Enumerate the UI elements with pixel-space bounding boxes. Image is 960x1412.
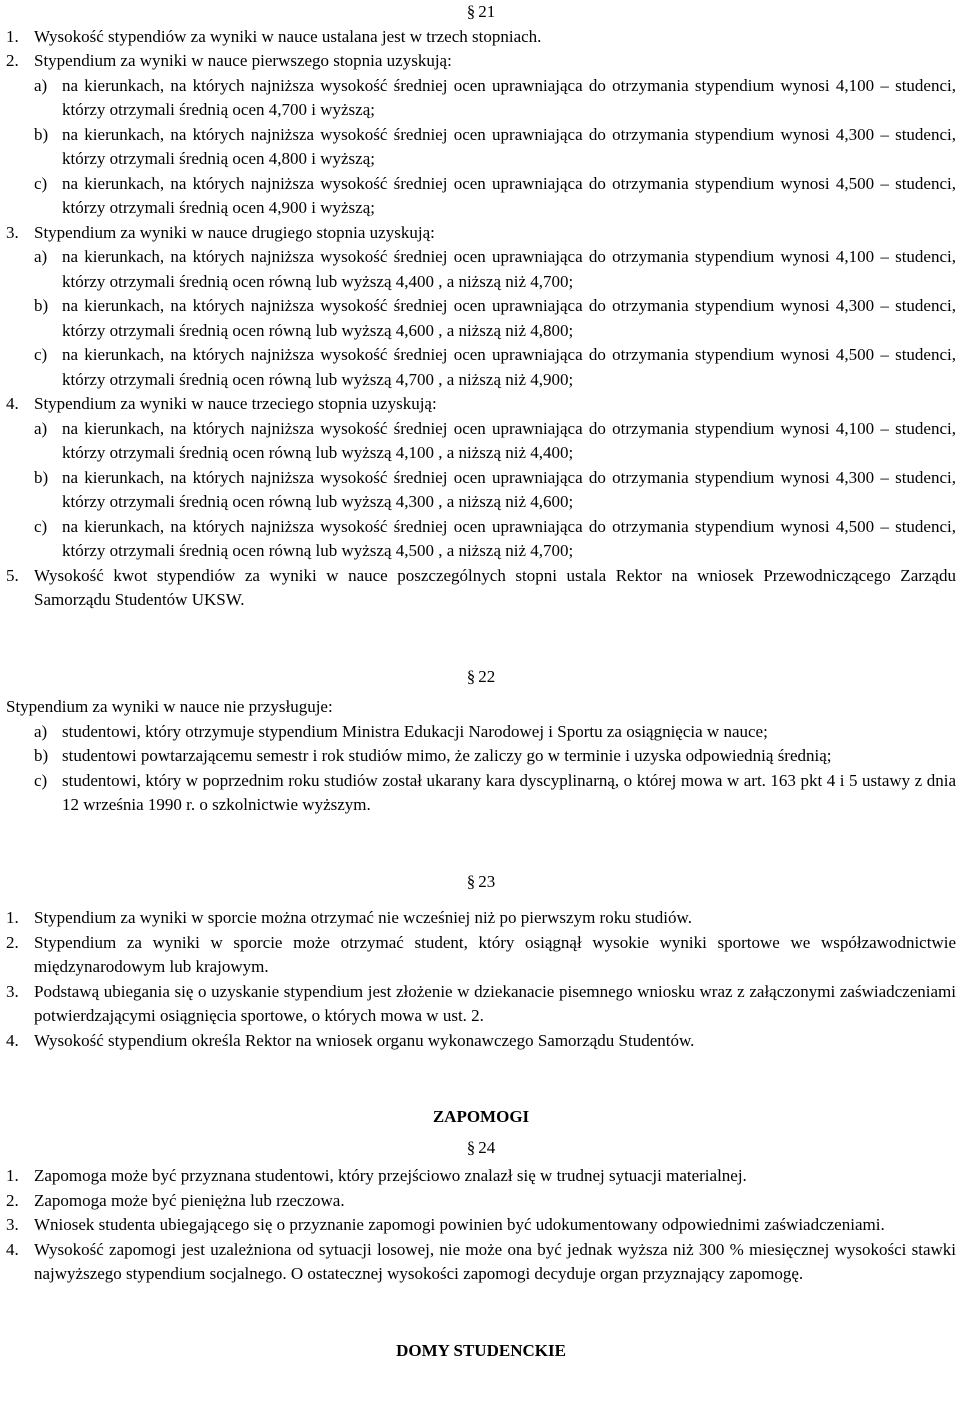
item-number: 4. — [6, 1030, 19, 1050]
section-21-heading — [6, 0, 956, 25]
section-24-item-1 — [6, 1164, 956, 1189]
section-21-item-2 — [6, 49, 956, 74]
section-22-sub-c — [6, 769, 956, 818]
section-sign: § — [466, 1137, 476, 1157]
sub-letter: c) — [34, 770, 48, 790]
sub-letter: b) — [34, 296, 49, 315]
sub-text: na kierunkach, na których najniższa wysokość średniej ocen uprawniająca do otrzymania stypendium wynosi 4,300 – studenci, którzy otrzymali średnią ocen 4,800 i wyższą; — [62, 124, 956, 168]
sub-text: na kierunkach, na których najniższa wysokość średniej ocen uprawniająca do otrzymania stypendium wynosi 4,100 – studenci, którzy otrzymali średnią ocen równą lub wyższą 4,400 , a niższą niż 4,700; — [62, 247, 956, 291]
section-number: 24 — [478, 1137, 496, 1157]
section-number: 21 — [478, 2, 496, 21]
item-text: Stypendium za wyniki w nauce trzeciego stopnia uzyskują: — [34, 394, 437, 413]
item-text: Podstawą ubiegania się o uzyskanie stypendium jest złożenie w dziekanacie pisemnego wniosku wraz z załączonymi zaświadczeniami potwierdzającymi osiągnięcia sportowe, o których mowa w ust. 2. — [34, 981, 956, 1025]
sub-letter: a) — [34, 418, 48, 438]
section-21-item-3-sub-a — [6, 245, 956, 294]
section-21-item-3 — [6, 221, 956, 246]
item-text: Wysokość zapomogi jest uzależniona od sytuacji losowej, nie może ona być jednak wyższa niż 300 % miesięcznej wysokości stawki najwyższego stypendium socjalnego. O ostatecznej wysokości zapomogi decyduje organ przyznający zapomogę. — [34, 1239, 956, 1283]
item-text: Zapomoga może być przyznana studentowi, który przejściowo znalazł się w trudnej sytuacji materialnej. — [34, 1166, 747, 1185]
section-24-list — [6, 1164, 956, 1287]
domy-studenckie-heading: DOMY STUDENCKIE — [396, 1340, 566, 1360]
item-number: 1. — [6, 26, 19, 46]
sub-letter: b) — [34, 746, 49, 765]
item-number: 2. — [6, 51, 19, 70]
item-text: Wysokość stypendiów za wyniki w nauce ustalana jest w trzech stopniach. — [34, 26, 542, 46]
sub-letter: c) — [34, 345, 48, 364]
item-number: 4. — [6, 1239, 19, 1259]
sub-letter: b) — [34, 124, 49, 144]
sub-letter: a) — [34, 75, 48, 95]
section-24-item-4 — [6, 1238, 956, 1287]
section-21-item-4 — [6, 392, 956, 417]
section-23-heading — [6, 870, 956, 895]
item-text: Stypendium za wyniki w nauce pierwszego stopnia uzyskują: — [34, 51, 452, 70]
item-text: Zapomoga może być pieniężna lub rzeczowa. — [34, 1190, 345, 1210]
sub-text: studentowi, który otrzymuje stypendium Ministra Edukacji Narodowej i Sportu za osiągnięcia w nauce; — [62, 721, 768, 741]
section-21-item-3-sub-b — [6, 294, 956, 343]
sub-text: na kierunkach, na których najniższa wysokość średniej ocen uprawniająca do otrzymania stypendium wynosi 4,300 – studenci, którzy otrzymali średnią ocen równą lub wyższą 4,600 , a niższą niż 4,800; — [62, 296, 956, 340]
sub-text: na kierunkach, na których najniższa wysokość średniej ocen uprawniająca do otrzymania stypendium wynosi 4,300 – studenci, którzy otrzymali średnią ocen równą lub wyższą 4,300 , a niższą niż 4,600; — [62, 467, 956, 511]
section-23-item-3 — [6, 980, 956, 1029]
item-text: Stypendium za wyniki w nauce drugiego stopnia uzyskują: — [34, 222, 435, 242]
item-number: 5. — [6, 565, 19, 585]
section-sign: § — [466, 666, 476, 686]
section-21-item-2-sub-a — [6, 74, 956, 123]
sub-letter: b) — [34, 467, 49, 487]
section-sign: § — [466, 871, 476, 891]
section-22-heading — [6, 665, 956, 690]
section-24-item-2 — [6, 1189, 956, 1214]
section-21-item-2-sub-c — [6, 172, 956, 221]
item-number: 1. — [6, 908, 19, 927]
item-text: Stypendium za wyniki w sporcie może otrzymać student, który osiągnął wysokie wyniki sportowe we współzawodnictwie międzynarodowym lub krajowym. — [34, 932, 956, 976]
sub-text: studentowi, który w poprzednim roku studiów został ukarany kara dyscyplinarną, o której mowa w art. 163 pkt 4 i 5 ustawy z dnia 12 września 1990 r. o szkolnictwie wyższym. — [62, 770, 956, 814]
sub-text: na kierunkach, na których najniższa wysokość średniej ocen uprawniająca do otrzymania stypendium wynosi 4,100 – studenci, którzy otrzymali średnią ocen 4,700 i wyższą; — [62, 75, 956, 119]
sub-text: na kierunkach, na których najniższa wysokość średniej ocen uprawniająca do otrzymania stypendium wynosi 4,500 – studenci, którzy otrzymali średnią ocen 4,900 i wyższą; — [62, 173, 956, 217]
section-23-item-2 — [6, 931, 956, 980]
section-21-item-4-sub-a — [6, 417, 956, 466]
item-number: 4. — [6, 394, 19, 413]
sub-text: na kierunkach, na których najniższa wysokość średniej ocen uprawniająca do otrzymania stypendium wynosi 4,500 – studenci, którzy otrzymali średnią ocen równą lub wyższą 4,700 , a niższą niż 4,900; — [62, 345, 956, 389]
item-number: 2. — [6, 1190, 19, 1210]
section-21-item-3-sub-c — [6, 343, 956, 392]
item-text: Wysokość stypendium określa Rektor na wniosek organu wykonawczego Samorządu Studentów. — [34, 1030, 695, 1050]
sub-text: na kierunkach, na których najniższa wysokość średniej ocen uprawniająca do otrzymania stypendium wynosi 4,100 – studenci, którzy otrzymali średnią ocen równą lub wyższą 4,100 , a niższą niż 4,400; — [62, 418, 956, 462]
section-number: 22 — [478, 666, 496, 686]
sub-letter: c) — [34, 173, 48, 193]
section-sign: § — [466, 2, 476, 21]
document-page — [6, 0, 956, 1363]
section-23-list — [6, 906, 956, 1053]
sub-letter: a) — [34, 721, 48, 741]
section-21-item-4-sub-c — [6, 515, 956, 564]
item-number: 1. — [6, 1166, 19, 1185]
item-text: Stypendium za wyniki w sporcie można otrzymać nie wcześniej niż po pierwszym roku studiów. — [34, 908, 692, 927]
item-text: Wysokość kwot stypendiów za wyniki w nauce poszczególnych stopni ustala Rektor na wniosek Przewodniczącego Zarządu Samorządu Studentów UKSW. — [34, 565, 956, 609]
sub-letter: a) — [34, 247, 48, 266]
section-23-item-4 — [6, 1029, 956, 1054]
item-number: 3. — [6, 981, 19, 1001]
item-number: 2. — [6, 932, 19, 952]
section-24-item-3 — [6, 1213, 956, 1238]
section-21-item-1 — [6, 25, 956, 50]
section-number: 23 — [478, 871, 496, 891]
sub-text: na kierunkach, na których najniższa wysokość średniej ocen uprawniająca do otrzymania stypendium wynosi 4,500 – studenci, którzy otrzymali średnią ocen równą lub wyższą 4,500 , a niższą niż 4,700; — [62, 516, 956, 560]
section-22-intro: Stypendium za wyniki w nauce nie przysługuje: — [6, 697, 333, 716]
section-21-item-5 — [6, 564, 956, 613]
item-text: Wniosek studenta ubiegającego się o przyznanie zapomogi powinien być udokumentowany odpowiednimi zaświadczeniami. — [34, 1215, 885, 1234]
item-number: 3. — [6, 1215, 19, 1234]
section-22-sub-a — [6, 720, 956, 745]
section-24-heading — [6, 1136, 956, 1161]
sub-letter: c) — [34, 516, 48, 536]
item-number: 3. — [6, 222, 19, 242]
section-21-item-2-sub-b — [6, 123, 956, 172]
sub-text: studentowi powtarzającemu semestr i rok studiów mimo, że zaliczy go w terminie i uzyska odpowiednią średnią; — [62, 746, 832, 765]
section-23-item-1 — [6, 906, 956, 931]
section-22-sub-b — [6, 744, 956, 769]
section-21-list — [6, 25, 956, 613]
section-21-item-4-sub-b — [6, 466, 956, 515]
zapomogi-heading: ZAPOMOGI — [432, 1107, 530, 1126]
